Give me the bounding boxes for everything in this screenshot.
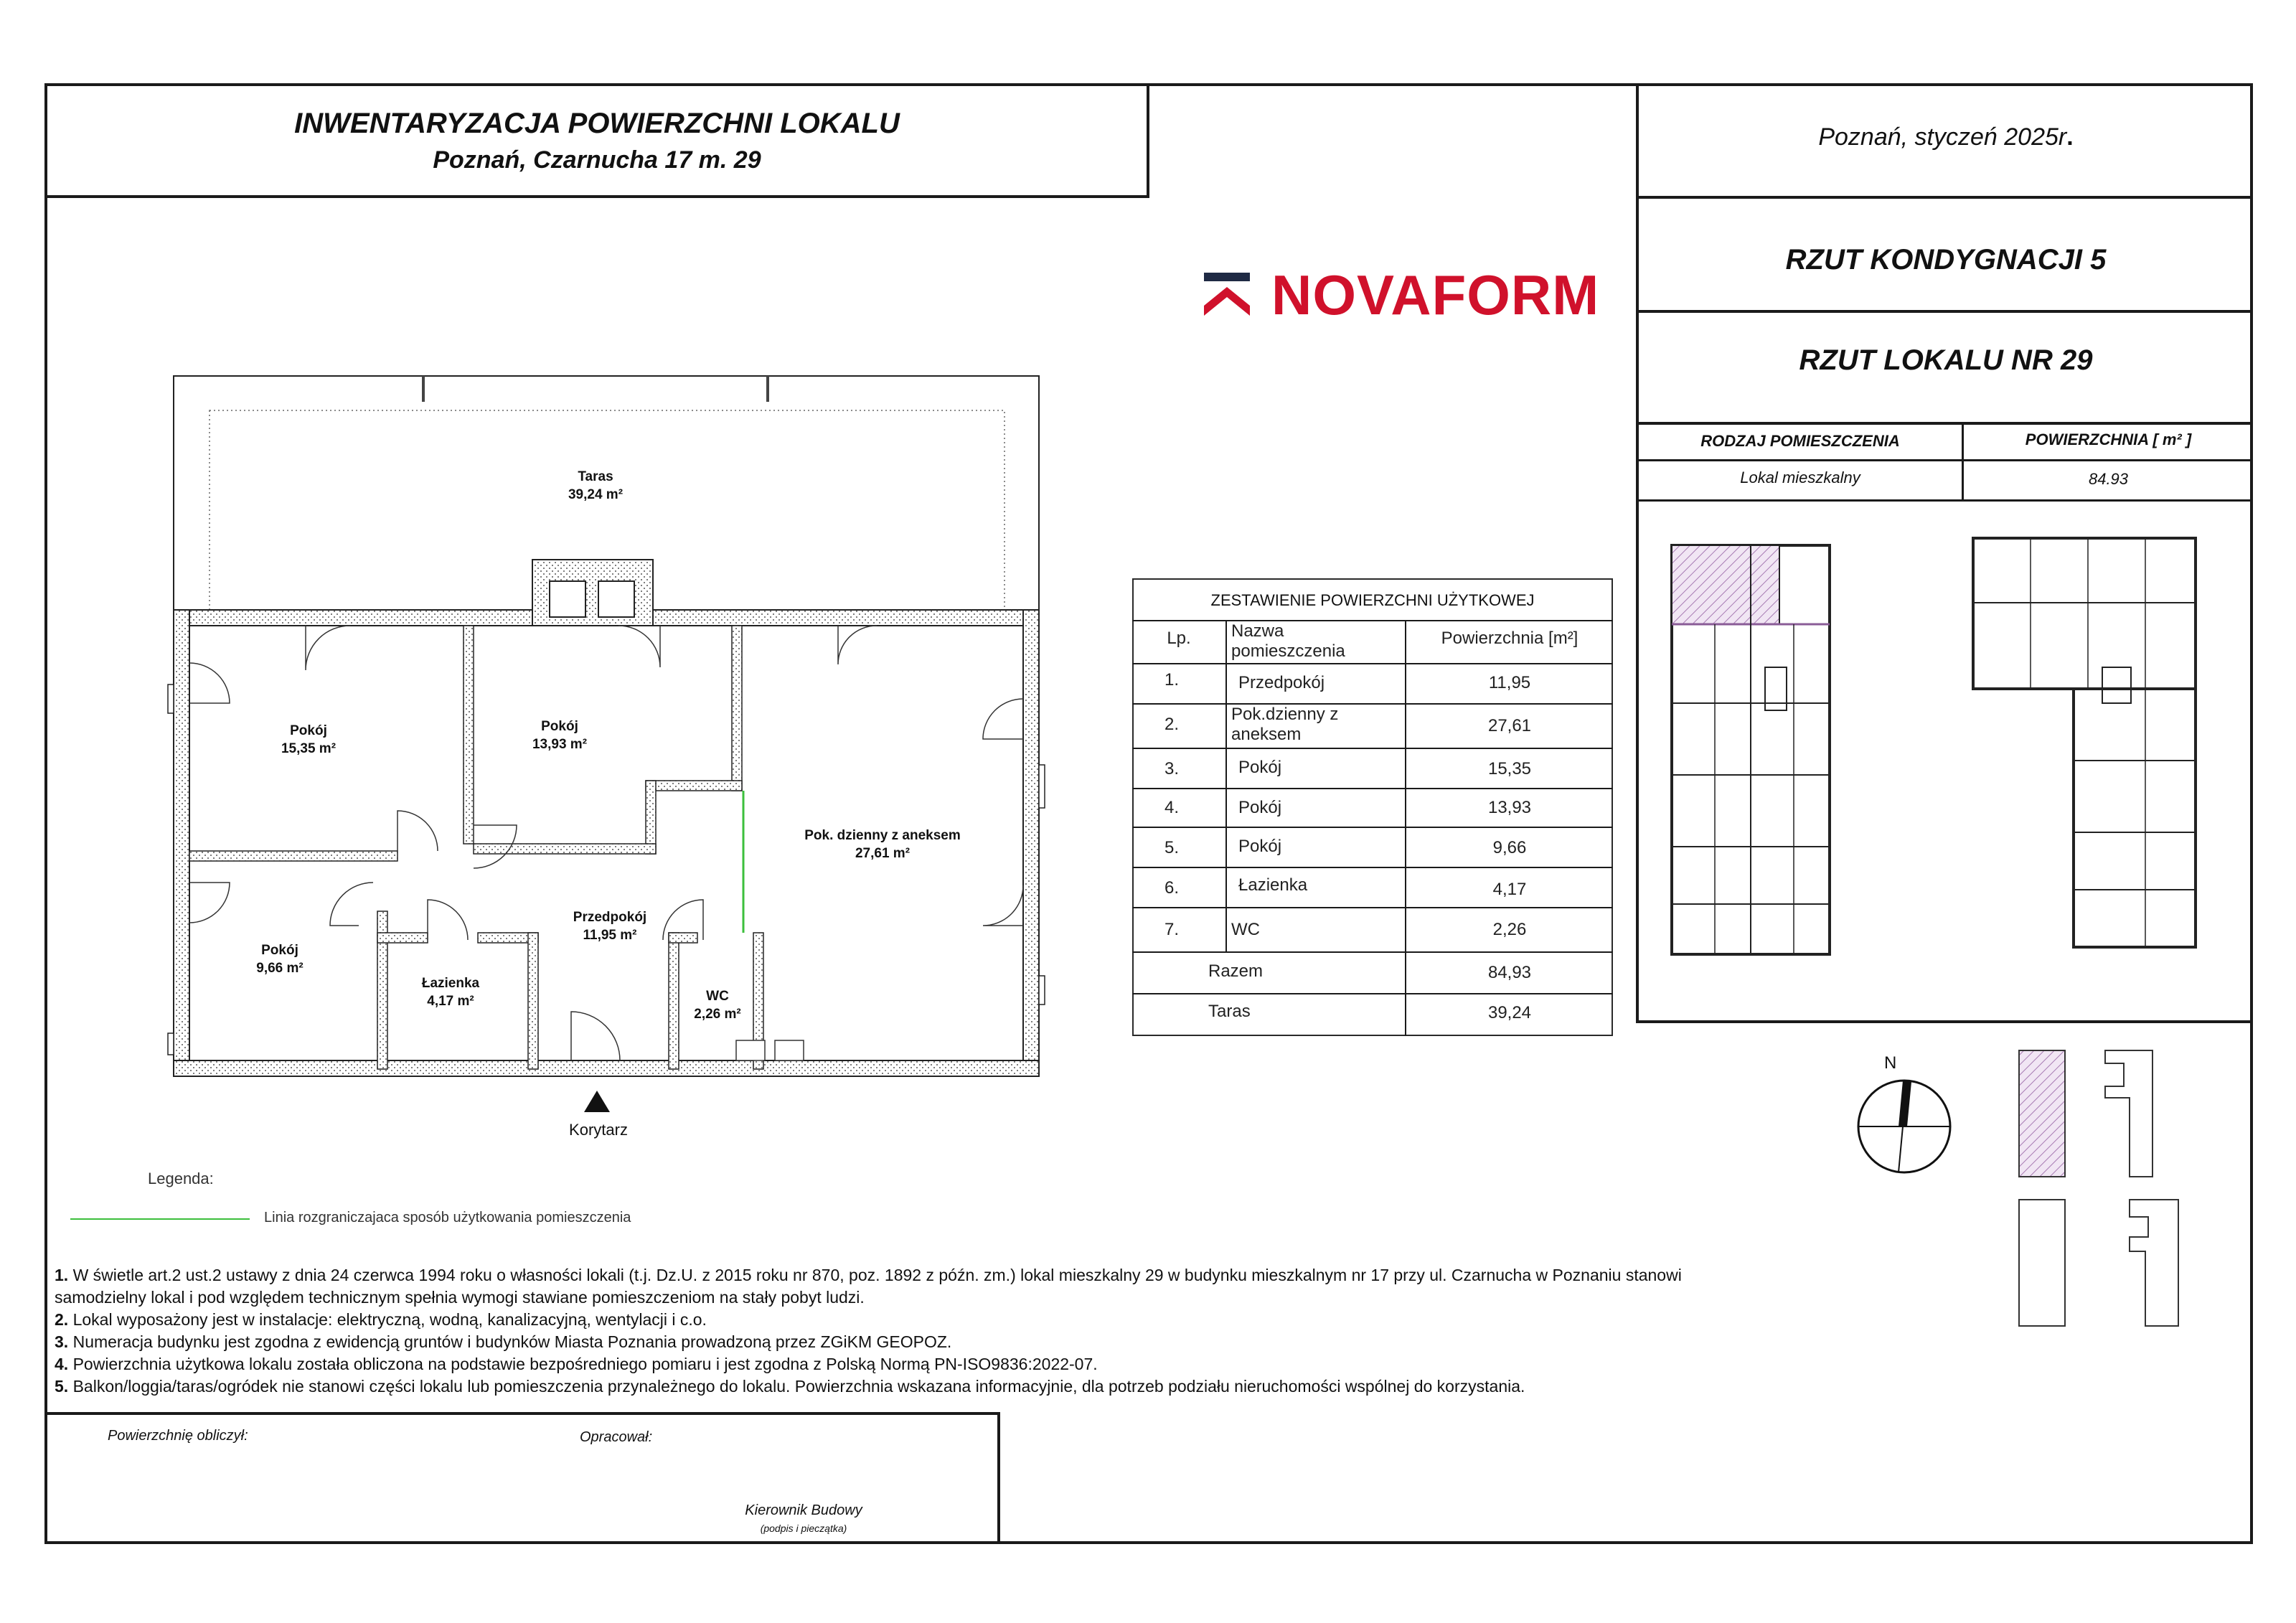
room-label-bathroom: Łazienka 4,17 m² bbox=[421, 976, 480, 1009]
summary-header-lp: Lp. bbox=[1167, 629, 1191, 648]
row-lp: 6. bbox=[1164, 878, 1179, 898]
site-building-highlighted bbox=[2019, 1050, 2065, 1177]
wall-between-rooms bbox=[464, 626, 474, 844]
summary-header-area: Powierzchnia [m²] bbox=[1441, 629, 1578, 648]
summary-terrace-value: 39,24 bbox=[1487, 1003, 1532, 1022]
summary-row-line bbox=[1132, 907, 1613, 908]
site-building bbox=[2019, 1200, 2065, 1326]
site-location-plan bbox=[2016, 1048, 2246, 1421]
right-panel-left-border bbox=[1636, 83, 1639, 1023]
signature-box-right bbox=[997, 1412, 1000, 1544]
wall-step-2 bbox=[646, 781, 656, 854]
summary-row-line bbox=[1132, 827, 1613, 828]
signature-box-top bbox=[44, 1412, 999, 1415]
wall-bath-right bbox=[528, 933, 538, 1069]
site-building bbox=[2130, 1200, 2178, 1326]
row-name: WC bbox=[1231, 920, 1260, 939]
row-name: Pok.dzienny z aneksem bbox=[1231, 705, 1339, 744]
row-area: 13,93 bbox=[1487, 798, 1532, 817]
prepared-by-label: Opracował: bbox=[580, 1429, 653, 1445]
legend-line-sample bbox=[70, 1218, 250, 1220]
outer-wall-left bbox=[174, 610, 189, 1076]
right-panel-div-2 bbox=[1636, 310, 2253, 313]
row-area: 9,66 bbox=[1492, 838, 1527, 857]
signature-note: (podpis i pieczątka) bbox=[760, 1523, 847, 1534]
key-plan-right-building bbox=[1973, 538, 2196, 947]
row-lp: 7. bbox=[1164, 920, 1179, 939]
site-manager-label: Kierownik Budowy bbox=[745, 1502, 862, 1518]
note-line: 5. Balkon/loggia/taras/ogródek nie stanowi części lokalu lub pomieszczenia przynależnego do lokalu. Powierzchnia wskazana informacyjnie, dla potrzeb podziału nieruchomości wspólnej do korzystania. bbox=[55, 1377, 1525, 1396]
row-area: 15,35 bbox=[1487, 759, 1532, 778]
right-panel-div-5 bbox=[1636, 499, 2253, 502]
document-date: Poznań, styczeń 2025r. bbox=[1818, 123, 2074, 151]
note-line: samodzielny lokal i pod względem technicznym spełnia wymogi stawiane pomieszczeniom na stały pobyt ludzi. bbox=[55, 1288, 865, 1307]
row-lp: 5. bbox=[1164, 838, 1179, 857]
row-area: 27,61 bbox=[1487, 716, 1532, 735]
summary-row-line bbox=[1132, 663, 1613, 664]
right-panel-div-3 bbox=[1636, 422, 2253, 425]
note-line: 3. Numeracja budynku jest zgodna z ewidencją gruntów i budynków Miasta Poznania prowadzoną przez ZGiKM GEOPOZ. bbox=[55, 1332, 952, 1351]
compass-icon bbox=[1854, 1076, 1954, 1177]
legend-item-text: Linia rozgraniczajaca sposób użytkowania pomieszczenia bbox=[264, 1210, 631, 1226]
wall-hall-top bbox=[474, 844, 656, 854]
wall-room-bottom bbox=[189, 851, 397, 861]
type-value: Lokal mieszkalny bbox=[1740, 469, 1860, 486]
right-panel-div-4 bbox=[1636, 459, 2253, 461]
row-name: Pokój bbox=[1238, 837, 1282, 856]
row-lp: 4. bbox=[1164, 798, 1179, 817]
summary-title: ZESTAWIENIE POWIERZCHNI UŻYTKOWEJ bbox=[1210, 591, 1535, 609]
outer-wall-bottom bbox=[174, 1060, 1039, 1076]
summary-total-value: 84,93 bbox=[1487, 963, 1532, 982]
entrance-arrow-icon bbox=[584, 1091, 610, 1112]
row-name: Łazienka bbox=[1238, 875, 1308, 895]
wc-fixture bbox=[736, 1040, 765, 1060]
row-lp: 1. bbox=[1164, 670, 1179, 690]
row-area: 4,17 bbox=[1492, 880, 1527, 899]
room-label-living: Pok. dzienny z aneksem 27,61 m² bbox=[804, 828, 961, 861]
area-value: 84.93 bbox=[2088, 470, 2129, 488]
summary-total-label: Razem bbox=[1208, 961, 1264, 981]
floor-title: RZUT KONDYGNACJI 5 bbox=[1785, 244, 2107, 276]
brand-name: NOVAFORM bbox=[1271, 263, 1600, 326]
building-floor-key-plan bbox=[1657, 517, 2239, 961]
row-name: Pokój bbox=[1238, 758, 1282, 777]
document-address: Poznań, Czarnucha 17 m. 29 bbox=[433, 146, 761, 174]
document-title: INWENTARYZACJA POWIERZCHNI LOKALU bbox=[294, 108, 900, 139]
wall-bath-top bbox=[377, 933, 428, 943]
room-label-bedroom-3: Pokój 9,66 m² bbox=[256, 943, 304, 976]
site-building bbox=[2105, 1050, 2152, 1177]
summary-col-line bbox=[1225, 620, 1227, 951]
room-label-hallway: Przedpokój 11,95 m² bbox=[573, 910, 647, 943]
computed-by-label: Powierzchnię obliczył: bbox=[108, 1428, 248, 1444]
novaform-chevron-icon bbox=[1203, 268, 1267, 326]
novaform-logo bbox=[1203, 258, 1600, 337]
room-label-wc: WC 2,26 m² bbox=[694, 989, 741, 1022]
summary-row-line bbox=[1132, 748, 1613, 749]
summary-terrace-label: Taras bbox=[1208, 1002, 1251, 1021]
summary-header-name: Nazwa pomieszczenia bbox=[1231, 621, 1345, 661]
outer-wall-right bbox=[1023, 610, 1039, 1076]
shaft-duct bbox=[550, 581, 585, 617]
row-lp: 3. bbox=[1164, 759, 1179, 778]
area-header: POWIERZCHNIA [ m² ] bbox=[2025, 431, 2192, 448]
note-line: 4. Powierzchnia użytkowa lokalu została obliczona na podstawie bezpośredniego pomiaru i jest zgodna z Polską Normą PN-ISO9836:2022-07. bbox=[55, 1355, 1098, 1373]
shaft-duct bbox=[598, 581, 634, 617]
corridor-label: Korytarz bbox=[569, 1121, 628, 1139]
wall-step bbox=[646, 781, 742, 791]
notes-block bbox=[55, 1264, 1920, 1398]
note-line: 2. Lokal wyposażony jest w instalacje: elektryczną, wodną, kanalizacyjną, wentylacji i c.o. bbox=[55, 1310, 707, 1329]
right-panel-div-1 bbox=[1636, 196, 2253, 199]
title-block-right-border bbox=[1147, 83, 1149, 198]
summary-row-line bbox=[1132, 867, 1613, 868]
row-area: 2,26 bbox=[1492, 920, 1527, 939]
room-label-bedroom-2: Pokój 13,93 m² bbox=[532, 719, 588, 752]
room-label-bedroom-1: Pokój 15,35 m² bbox=[281, 723, 337, 756]
summary-row-line bbox=[1132, 993, 1613, 994]
row-name: Pokój bbox=[1238, 798, 1282, 817]
summary-row-line bbox=[1132, 951, 1613, 953]
wc-fixture bbox=[775, 1040, 804, 1060]
title-block-bottom-border bbox=[44, 195, 1149, 198]
summary-row-line bbox=[1132, 788, 1613, 789]
type-header: RODZAJ POMIESZCZENIA bbox=[1700, 432, 1900, 450]
room-label-terrace: Taras 39,24 m² bbox=[568, 469, 624, 502]
wall-room-living bbox=[732, 626, 742, 791]
note-line: 1. W świetle art.2 ust.2 ustawy z dnia 24 czerwca 1994 roku o własności lokali (t.j. Dz.U. z 2015 roku nr 870, poz. 1892 z późn. zm.) lokal mieszkalny 29 w budynku mieszkalnym nr 17 przy ul. Czarnucha w Poznaniu stanowi bbox=[55, 1266, 1682, 1284]
north-label: N bbox=[1884, 1053, 1897, 1073]
right-panel-bottom-border bbox=[1636, 1020, 2253, 1023]
row-lp: 2. bbox=[1164, 715, 1179, 734]
row-area: 11,95 bbox=[1488, 673, 1531, 692]
unit-title: RZUT LOKALU NR 29 bbox=[1799, 344, 2093, 376]
key-plan-left-building bbox=[1672, 545, 1830, 954]
row-name: Przedpokój bbox=[1238, 673, 1325, 692]
legend-title: Legenda: bbox=[148, 1170, 214, 1187]
